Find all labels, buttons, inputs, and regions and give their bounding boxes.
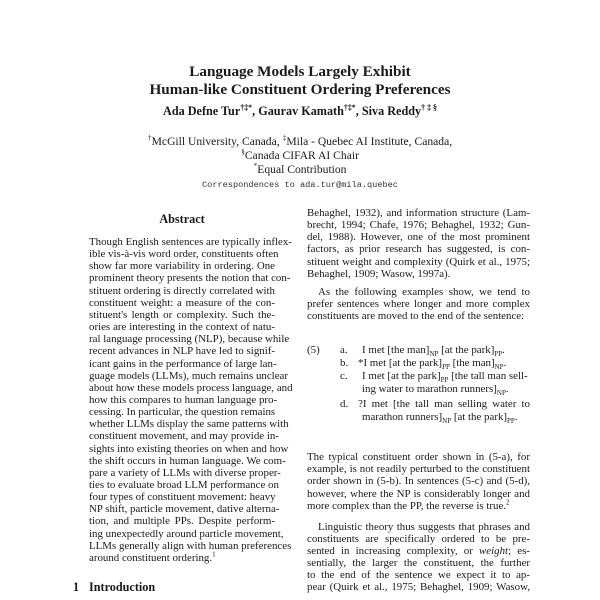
example-sentence-a [362, 344, 505, 359]
ex-text: [at the park] [451, 411, 508, 423]
text-line: pare a variety of LLMs with diverse proper- [89, 466, 281, 479]
text-line: Behaghel, 1932), and information structure (Lam- [307, 207, 530, 219]
text-line: how this compares to human language pro- [89, 393, 278, 406]
example-sentence-b [358, 357, 507, 372]
affil-mark: § [241, 147, 245, 157]
ex-text: I met [at the park] [362, 370, 441, 382]
text-line: sights into existing theories on when and how [89, 442, 289, 455]
text-line: tion, and multiple PPs. Despite perform- [89, 515, 275, 528]
ex-text: I met [the man] [362, 344, 430, 356]
text-line: recent advances in NLP have led to signif- [89, 345, 275, 358]
correspondence-email: Correspondences to ada.tur@mila.quebec [202, 180, 398, 190]
ex-sub: PP [494, 350, 503, 359]
affiliation-line-1 [0, 135, 600, 148]
ex-sub: PP [507, 417, 515, 426]
abstract-heading: Abstract [159, 212, 205, 226]
affil-text: Equal Contribution [257, 163, 347, 176]
right-col-line: As the following examples show, we tend to [318, 286, 530, 298]
text-line: guage models (LLMs), much remains unclear [89, 369, 288, 382]
text-line: prominent theory presents the notion that con- [89, 272, 291, 285]
paper-title-line-1: Language Models Largely Exhibit [189, 63, 411, 80]
affil-text: Mila - Quebec AI Institute, Canada, [286, 135, 453, 148]
text-line: ral language processing (NLP), because while [89, 333, 290, 346]
section-number: 1 [73, 580, 80, 594]
right-col-line: Linguistic theory thus suggests that phrases and [318, 521, 530, 533]
right-col-line: constituents are moved to the end of the sentence: [307, 310, 525, 322]
ex-text: [the tall man sell- [448, 370, 528, 382]
example-number: (5) [307, 344, 320, 356]
ex-text: . [502, 344, 505, 356]
affil-mark: * [253, 161, 258, 171]
example-sentence-c-line2 [362, 383, 509, 398]
paragraph-text: sented in increasing complexity, or [307, 545, 480, 557]
affil-text: Canada CIFAR AI Chair [244, 149, 359, 162]
ex-sub: NP [494, 363, 504, 372]
text-line: cessing. In particular, the question remains [89, 406, 276, 419]
text-line: example, is not readily perturbed to the constituent [307, 463, 530, 476]
right-col-line [307, 500, 530, 512]
example-label-b: b. [340, 357, 349, 369]
abstract-text: around constituent ordering. [89, 551, 213, 564]
abstract-last-line [89, 552, 275, 564]
example-label-d: d. [340, 398, 349, 410]
ex-text: ing water to marathon runners] [362, 383, 497, 395]
text-line: del, 1988). However, one of the most prominent [307, 231, 530, 244]
affil-mark: † [147, 133, 152, 143]
text-line: brecht, 1994; Chafe, 1976; Behaghel, 1932; Gun- [307, 219, 530, 232]
author-name: Gaurav Kamath [258, 104, 344, 118]
right-col-line: constituents are specifically ordered to be pre- [307, 533, 530, 545]
right-col-line [307, 545, 530, 557]
author-marks: †‡* [343, 102, 356, 112]
ex-sub: PP [440, 376, 449, 385]
text-line: to the end of the sentence we expect it to ap- [307, 569, 530, 582]
ex-text: marathon runners] [362, 411, 443, 423]
example-sentence-d-line1: ?I met [the tall man selling water to [358, 398, 530, 410]
ex-text: [the man] [449, 357, 495, 369]
text-line: pear (Quirk et al., 1975; Behaghel, 1909; Wasow, [307, 581, 530, 594]
affiliation-line-2 [0, 149, 600, 162]
text-line: stituent ordering is directly correlated with [89, 284, 275, 297]
example-label-c: c. [340, 370, 348, 382]
text-line: NP shift, particle movement, dative alterna- [89, 503, 280, 516]
ex-sub: NP [442, 417, 452, 426]
author-name: Ada Defne Tur [163, 104, 241, 118]
paragraph-text: more complex than the PP, the reverse is true. [307, 500, 507, 512]
paragraph-text: ; es- [508, 545, 530, 557]
author-marks: †‡* [240, 102, 253, 112]
text-line: the shift occurs in human language. We com- [89, 454, 286, 467]
section-title-introduction: Introduction [89, 580, 156, 594]
emphasis-text: weight [479, 545, 509, 557]
text-line: sentially, the larger the constituent, the further [307, 557, 530, 569]
text-line: Though English sentences are typically inflex- [89, 236, 292, 248]
right-col-line: Behaghel, 1909; Wasow, 1997a). [307, 268, 451, 280]
author-name: Siva Reddy [361, 104, 422, 118]
text-line: ties to evaluate broad LLM performance on [89, 479, 279, 491]
text-line: four types of constituent movement: heavy [89, 491, 276, 504]
text-line: stituent's length or complexity. Such the- [89, 308, 275, 321]
ex-text: . [505, 383, 509, 395]
text-line: whether LLMs display the same patterns with [89, 418, 289, 431]
ex-text: [at the park] [438, 344, 495, 356]
text-line: constituent weight: a measure of the con- [89, 296, 275, 309]
text-line: constituent movement, and may provide in- [89, 430, 279, 443]
ex-text: *I met [at the park] [358, 357, 443, 369]
footnote-marker: 2 [506, 498, 510, 507]
text-line: ing unexpectedly around particle movement, [89, 527, 284, 540]
text-line: LLMs generally align with human preferences [89, 539, 292, 552]
author-marks: † ‡ § [421, 102, 437, 112]
affil-mark: ‡ [282, 133, 287, 143]
ex-text: . [514, 411, 518, 423]
right-col-line: prefer sentences where longer and more complex [307, 298, 530, 310]
author-list: Ada Defne Tur†‡*, Gaurav Kamath†‡*, Siva Reddy† ‡ § [163, 102, 437, 118]
text-line: however, where the NP is considerably longer and [307, 487, 530, 500]
ex-sub: NP [429, 350, 439, 359]
affil-text: McGill University, Canada, [151, 135, 283, 148]
text-line: ories are interesting in the context of natu- [89, 321, 275, 334]
example-sentence-d-line2 [362, 411, 518, 426]
equal-contribution-note [0, 163, 600, 176]
text-line: order shown in (5-b). In sentences (5-c) and (5-d), [307, 475, 530, 488]
example-sentence-c-line1 [362, 370, 528, 385]
ex-sub: PP [442, 363, 450, 372]
paper-title-line-2: Human-like Constituent Ordering Preferences [149, 81, 451, 98]
text-line: about how these models process language, and [89, 381, 293, 394]
text-line: show far more variability in ordering. One [89, 260, 275, 273]
ex-text: . [503, 357, 507, 369]
example-label-a: a. [340, 344, 348, 356]
text-line: factors, as prior research has suggested, is con- [307, 243, 530, 256]
text-line: The typical constituent order shown in (5-a), for [307, 451, 530, 463]
text-line: ible vis-à-vis word order, constituents often [89, 248, 279, 261]
text-line: stituent weight and complexity (Quirk et al., 1975; [307, 255, 530, 268]
footnote-marker: 1 [212, 550, 216, 559]
ex-sub: NP [496, 389, 506, 398]
text-line: icant gains in the performance of large lan- [89, 357, 277, 370]
